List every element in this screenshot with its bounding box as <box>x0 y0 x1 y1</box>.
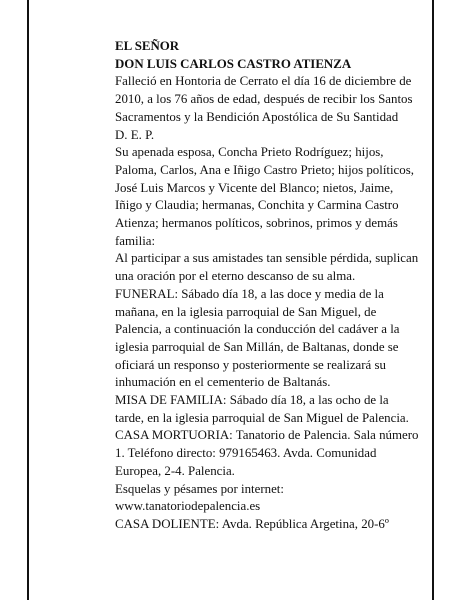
rip-line: D. E. P. <box>115 127 155 142</box>
left-border-rule <box>27 0 29 600</box>
internet-condolences: Esquelas y pésames por internet: www.tanatoriodepalencia.es <box>115 481 284 514</box>
mortuary-details: CASA MORTUORIA: Tanatorio de Palencia. Sala número 1. Teléfono directo: 979165463. Avda. Comunidad Europea, 2-4. Palencia. <box>115 428 419 478</box>
mourning-house: CASA DOLIENTE: Avda. República Argetina, 20-6º <box>115 516 389 531</box>
notice-title-line-1: EL SEÑOR <box>115 39 180 53</box>
family-list: Su apenada esposa, Concha Prieto Rodríguez; hijos, Paloma, Carlos, Ana e Iñigo Castro Prieto; hijos políticos, José Luis Marcos y Vicente del Blanco; nietos, Jaime, Iñigo y Claudia; hermanas, Conchita y Carmina Castro Atienza; hermanos políticos, sobrinos, primos y demás familia: <box>115 145 414 248</box>
notice-title-line-2: DON LUIS CARLOS CASTRO ATIENZA <box>115 56 352 71</box>
family-mass-details: MISA DE FAMILIA: Sábado día 18, a las ocho de la tarde, en la iglesia parroquial de San Miguel de Palencia. <box>115 393 409 425</box>
right-border-rule <box>432 0 434 600</box>
death-announcement: Falleció en Hontoria de Cerrato el día 16 de diciembre de 2010, a los 76 años de edad, después de recibir los Santos Sacramentos y la Bendición Apostólica de Su Santidad <box>115 74 413 124</box>
funeral-details: FUNERAL: Sábado día 18, a las doce y media de la mañana, en la iglesia parroquial de San Miguel, de Palencia, a continuación la conducción del cadáver a la iglesia parroquial de San Millán, de Baltanas, donde se oficiará un responso y posteriormente se realizará su inhumación en el cementerio de Baltanás. <box>115 286 400 390</box>
obituary-notice <box>115 38 420 534</box>
prayer-request: Al participar a sus amistades tan sensible pérdida, suplican una oración por el eterno descanso de su alma. <box>115 251 419 284</box>
